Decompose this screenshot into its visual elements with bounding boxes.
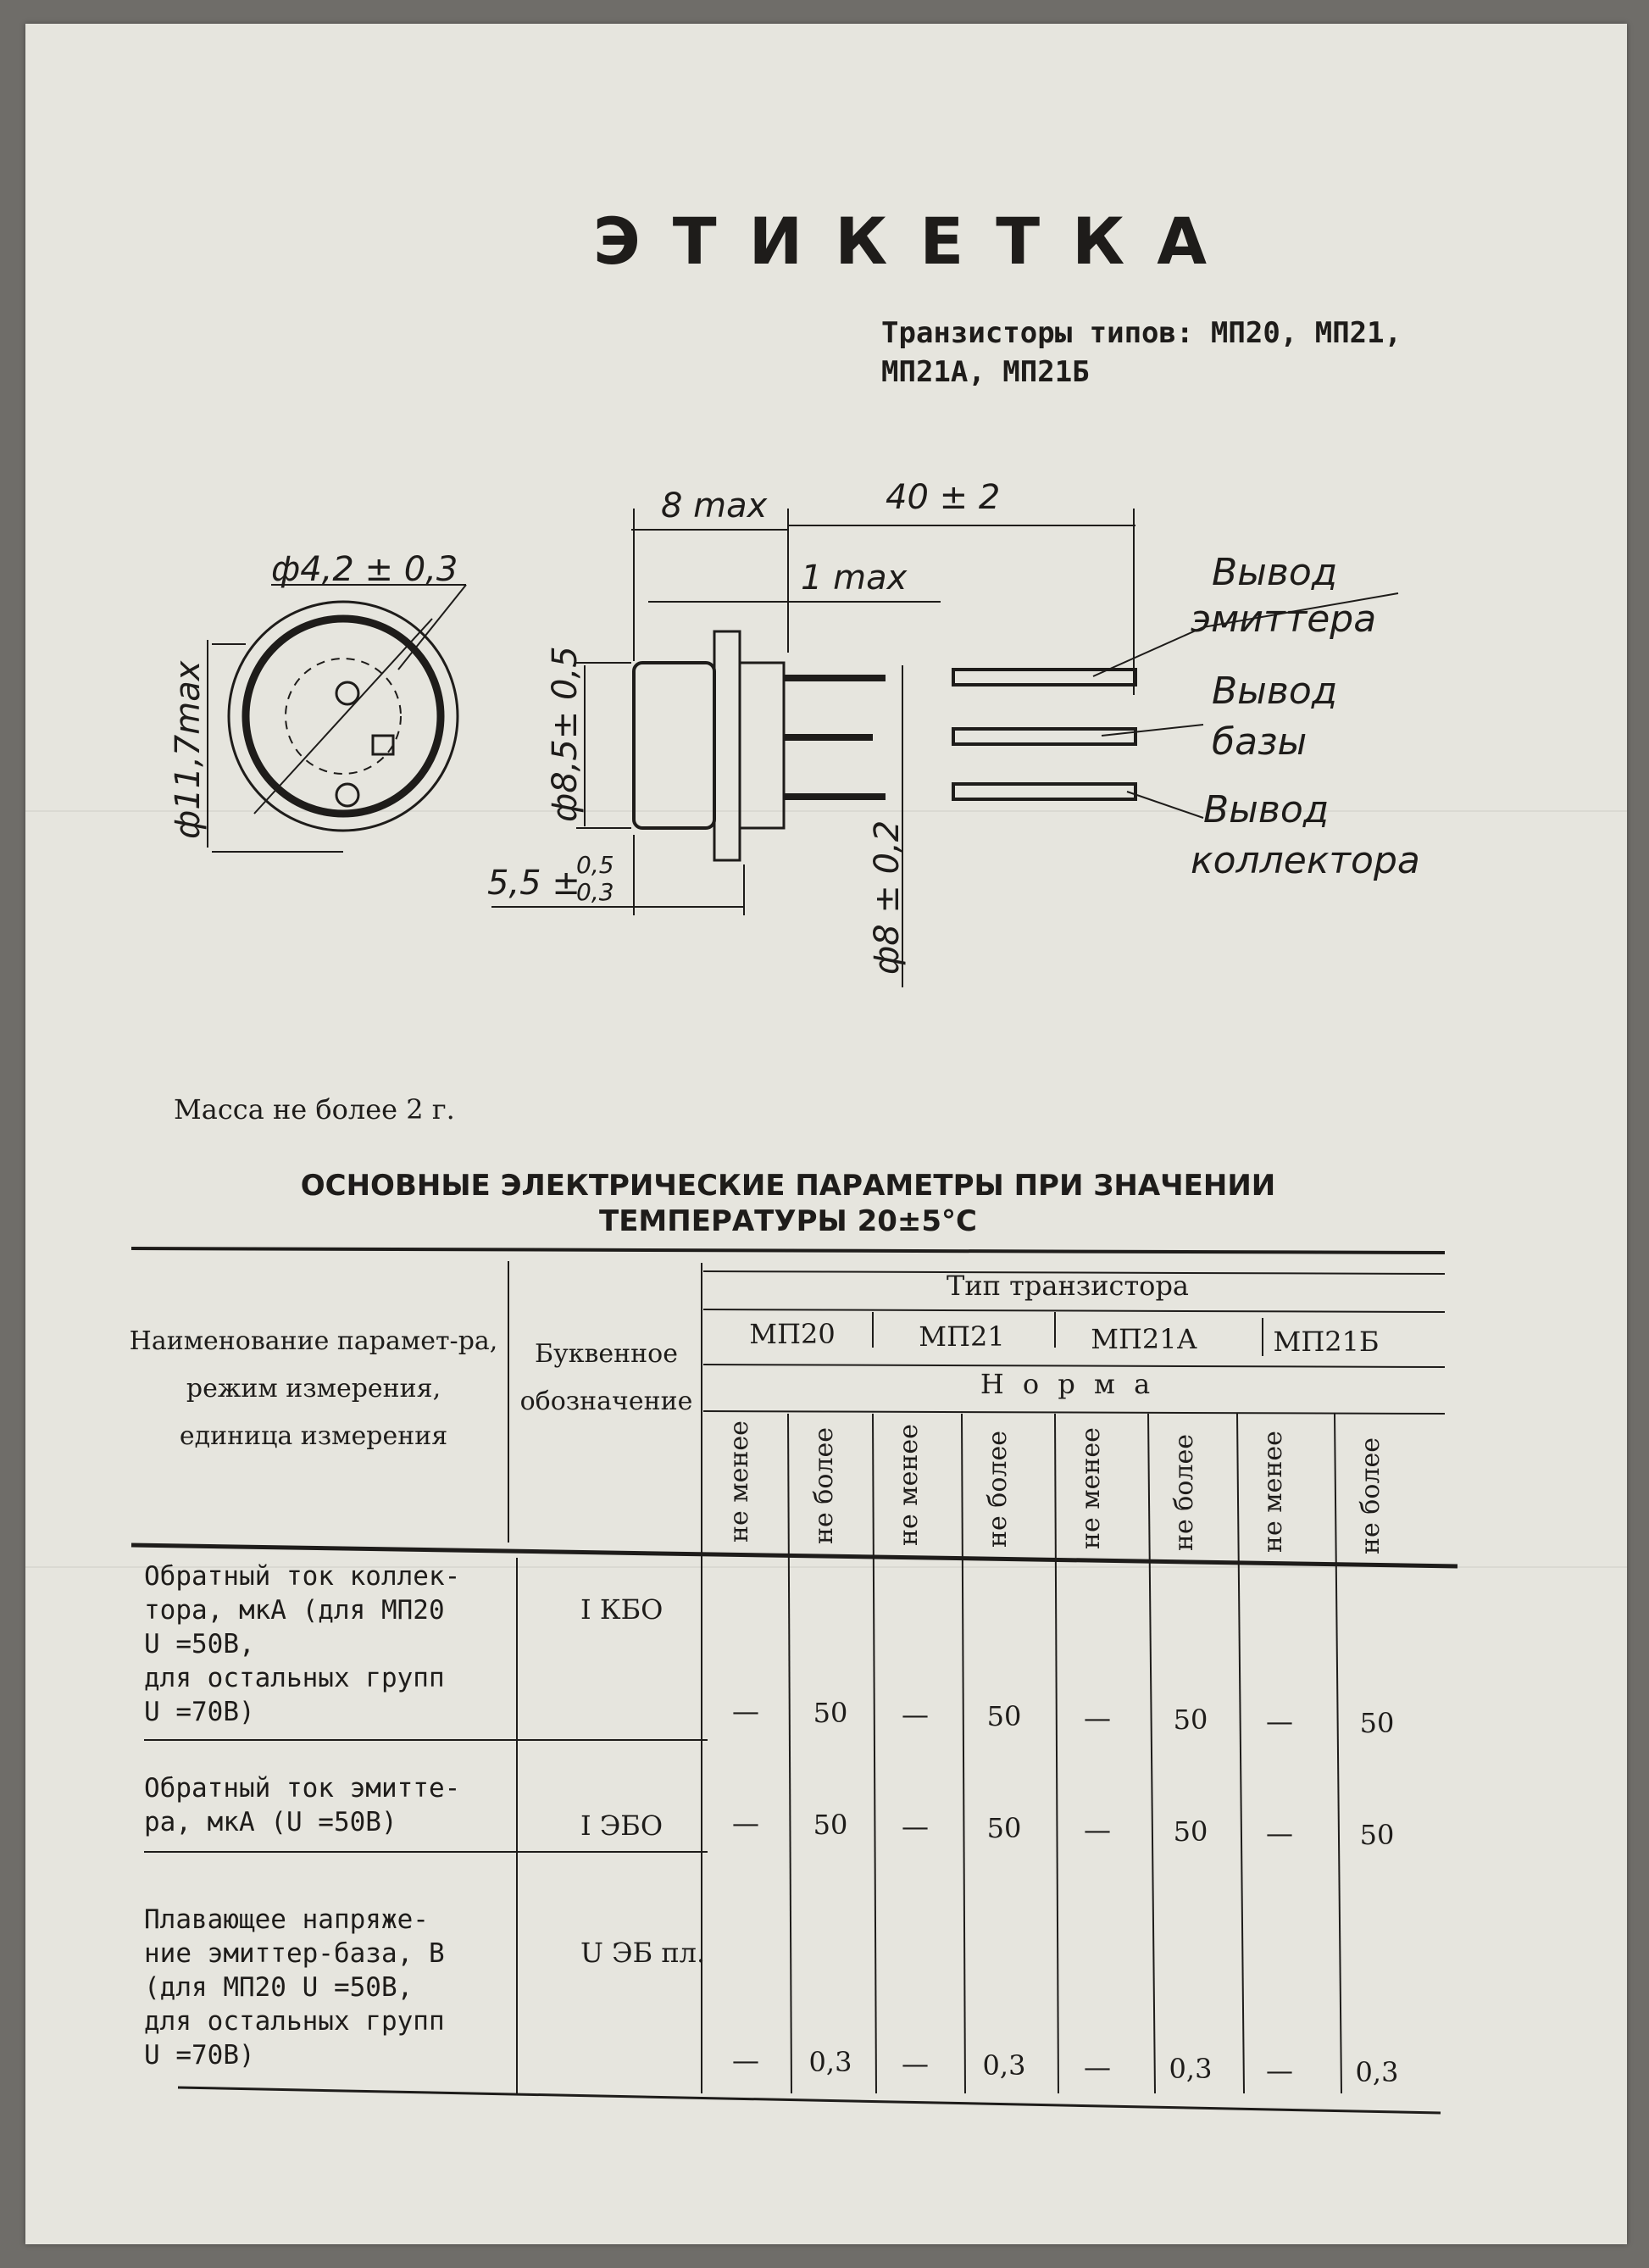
mass-note: Масса не более 2 г. <box>174 1093 455 1126</box>
param-name-line: Плавающее напряже- <box>144 1904 429 1935</box>
label-base: Вывод <box>1212 670 1338 713</box>
param-value: — <box>1266 1705 1293 1737</box>
min-header: не менее <box>1258 1431 1288 1553</box>
param-value: — <box>902 1698 929 1731</box>
dim-lead-circle: ф8 ± 0,2 <box>868 820 907 975</box>
max-header: не более <box>1356 1437 1385 1554</box>
param-name-line: для остальных групп <box>144 2006 445 2037</box>
dim-body-diameter: ф8,5± 0,5 <box>546 646 585 822</box>
param-name-line: U =70В) <box>144 2040 255 2071</box>
label-collector-2: коллектора <box>1191 839 1420 882</box>
param-name <box>144 1903 445 2072</box>
dim-1max: 1 max <box>801 559 908 598</box>
param-value: 50 <box>1359 1707 1395 1739</box>
label-emitter-2: эмиттера <box>1191 598 1377 641</box>
dim-height-plus: 0,5 <box>576 851 614 879</box>
param-value: — <box>1084 2051 1111 2083</box>
document-title: ЭТИКЕТКА <box>593 203 1240 279</box>
param-value: — <box>1084 1814 1111 1846</box>
model-header: МП21 <box>919 1320 1005 1353</box>
param-value: 50 <box>813 1697 848 1729</box>
dim-40: 40 ± 2 <box>886 478 1001 517</box>
param-name-line: ние эмиттер-база, В <box>144 1938 445 1969</box>
param-name-line: (для МП20 U =50В, <box>144 1972 414 2003</box>
label-base-2: базы <box>1212 720 1308 764</box>
col-name-header: Наименование парамет-ра, режим измерения, единица измерения <box>129 1326 498 1451</box>
param-name-line: Обратный ток коллек- <box>144 1561 461 1592</box>
param-name-line: тора, мкА (для МП20 <box>144 1595 445 1626</box>
type-header: Тип транзистора <box>947 1270 1189 1302</box>
param-value: — <box>732 1695 759 1727</box>
param-value: 50 <box>986 1700 1022 1732</box>
col-symbol-header: Буквенное обозначение <box>519 1339 693 1416</box>
param-name <box>144 1771 460 1839</box>
param-value: 0,3 <box>808 2046 852 2078</box>
param-name-line: U =50В, <box>144 1629 255 1659</box>
param-name-line: U =70В) <box>144 1697 255 1727</box>
label-emitter: Вывод <box>1212 551 1338 594</box>
param-value: — <box>1266 2054 1293 2087</box>
param-value: — <box>1266 1817 1293 1849</box>
param-value: 0,3 <box>1169 2053 1213 2085</box>
param-name-line: Обратный ток эмитте- <box>144 1773 461 1804</box>
dim-flange-diameter: ф11,7max <box>169 660 208 839</box>
dim-8max: 8 max <box>661 486 768 525</box>
param-value: 50 <box>986 1812 1022 1844</box>
dim-height: 5,5 ± <box>487 864 580 903</box>
param-value: — <box>732 1807 759 1839</box>
max-header: не более <box>809 1427 839 1544</box>
dim-pin-diameter: ф4,2 ± 0,3 <box>271 550 458 589</box>
param-name <box>144 1559 460 1729</box>
model-header: МП21Б <box>1273 1326 1380 1358</box>
max-header: не более <box>1169 1434 1199 1551</box>
param-symbol: I КБО <box>580 1593 663 1626</box>
transistor-types-line-1: Транзисторы типов: МП20, МП21, <box>881 316 1402 350</box>
max-header: не более <box>983 1431 1013 1548</box>
param-value: 0,3 <box>1355 2056 1399 2088</box>
param-symbol: I ЭБО <box>580 1809 663 1842</box>
transistor-types-line-2: МП21А, МП21Б <box>881 355 1090 389</box>
params-title-line-2: ТЕМПЕРАТУРЫ 20±5°С <box>599 1204 977 1238</box>
param-name-line: ра, мкА (U =50В) <box>144 1807 397 1837</box>
params-title-line-1: ОСНОВНЫЕ ЭЛЕКТРИЧЕСКИЕ ПАРАМЕТРЫ ПРИ ЗНАЧЕНИИ <box>300 1169 1276 1203</box>
param-value: 50 <box>813 1809 848 1841</box>
label-collector: Вывод <box>1203 788 1330 831</box>
param-symbol: U ЭБ пл. <box>580 1937 706 1969</box>
param-value: 50 <box>1173 1704 1208 1736</box>
param-value: — <box>902 2048 929 2080</box>
norm-header: Н о р м а <box>980 1368 1156 1400</box>
param-value: 50 <box>1359 1819 1395 1851</box>
model-header: МП21А <box>1091 1323 1197 1355</box>
dim-height-minus: 0,3 <box>576 878 614 906</box>
param-value: — <box>732 2044 759 2076</box>
min-header: не менее <box>1076 1427 1106 1549</box>
min-header: не менее <box>725 1420 754 1543</box>
param-value: — <box>902 1810 929 1843</box>
param-name-line: для остальных групп <box>144 1663 445 1693</box>
model-header: МП20 <box>749 1318 836 1350</box>
param-value: — <box>1084 1702 1111 1734</box>
param-value: 0,3 <box>982 2049 1026 2082</box>
min-header: не менее <box>894 1424 924 1546</box>
param-value: 50 <box>1173 1815 1208 1848</box>
